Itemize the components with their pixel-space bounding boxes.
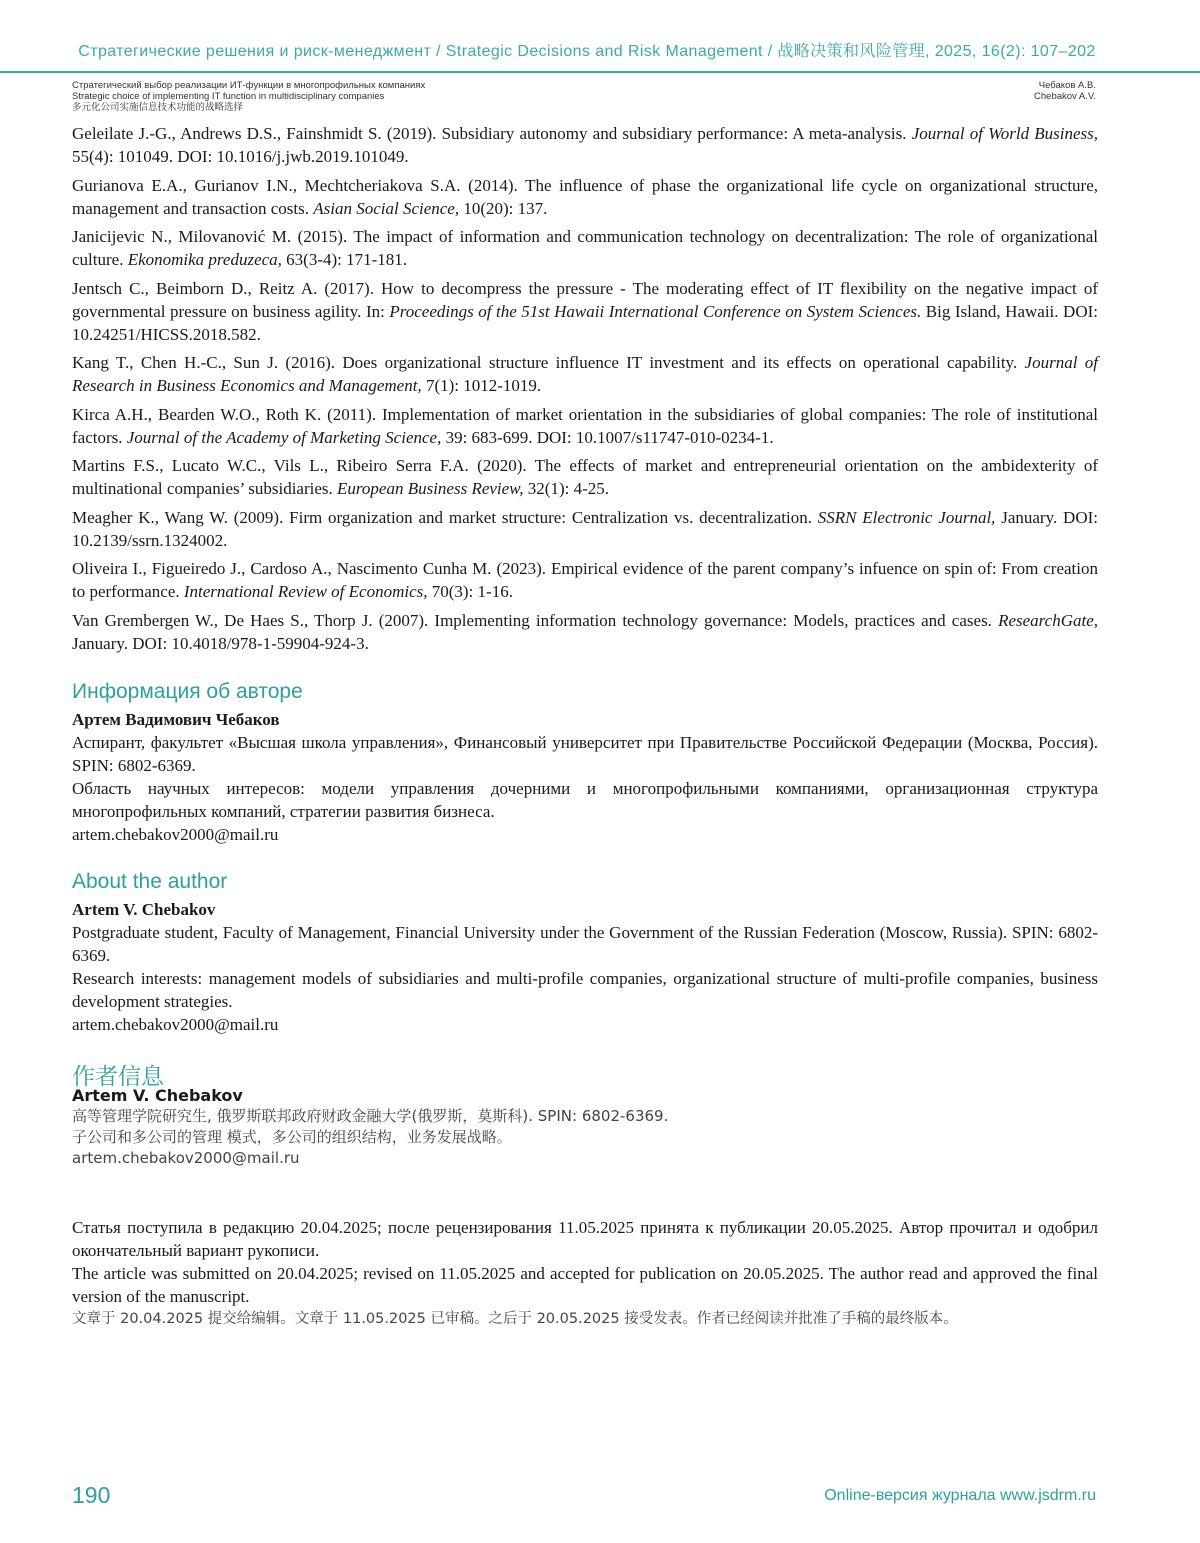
author-affiliation-ru: Аспирант, факультет «Высшая школа управления», Финансовый университет при Правительстве Российской Федерации (Москва, Россия). SPIN: 6802-6369. bbox=[72, 733, 1098, 775]
reference-item: Meagher K., Wang W. (2009). Firm organization and market structure: Centralization vs. decentralization. SSRN Electronic Journal, January. DOI: 10.2139/ssrn.1324002. bbox=[72, 507, 1098, 550]
author-affiliation-en: Postgraduate student, Faculty of Management, Financial University under the Government of the Russian Federation (Moscow, Russia). SPIN: 6802-6369. bbox=[72, 923, 1098, 965]
running-title-en: Strategic choice of implementing IT function in multidisciplinary companies bbox=[72, 91, 385, 102]
running-title-cn: 多元化公司实施信息技术功能的战略选择 bbox=[72, 102, 244, 113]
author-email-en[interactable]: artem.chebakov2000@mail.ru bbox=[72, 1015, 279, 1034]
author-info-cn bbox=[72, 1085, 1098, 1169]
reference-item: Janicijevic N., Milovanović M. (2015). The impact of information and communication technology on decentralization: The role of organizational culture. Ekonomika preduzeca, 63(3-4): 171-181. bbox=[72, 227, 1098, 269]
author-info-heading-en: About the author bbox=[72, 870, 228, 893]
author-interests-ru: Область научных интересов: модели управления дочерними и многопрофильными компаниями, организационная структура многопрофильных компаний, стратегии развития бизнеса. bbox=[72, 779, 1098, 821]
header-rule bbox=[0, 71, 1200, 73]
reference-item: Oliveira I., Figueiredo J., Cardoso A., Nascimento Cunha M. (2023). Empirical evidence of the parent company’s infuence on spin of: From creation to performance. International Review of Economics, 70(3): 1-16. bbox=[72, 559, 1098, 601]
reference-item: Geleilate J.-G., Andrews D.S., Fainshmidt S. (2019). Subsidiary autonomy and subsidiary performance: A meta-analysis. Journal of World Business, 55(4): 101049. DOI: 10.1016/j.jwb.2019.101049. bbox=[72, 124, 1099, 166]
author-interests-cn: 子公司和多公司的管理 模式，多公司的组织结构，业务发展战略。 bbox=[72, 1128, 512, 1146]
page-number: 190 bbox=[72, 1482, 111, 1508]
article-dates-cn: 文章于 20.04.2025 提交给编辑。文章于 11.05.2025 已审稿。之后于 20.05.2025 接受发表。作者已经阅读并批准了手稿的最终版本。 bbox=[72, 1311, 958, 1327]
author-name-cn: Artem V. Chebakov bbox=[72, 1086, 243, 1105]
article-dates-en: The article was submitted on 20.04.2025; revised on 11.05.2025 and accepted for publication on 20.05.2025. The author read and approved the final version of the manuscript. bbox=[72, 1264, 1098, 1306]
author-name-en: Artem V. Chebakov bbox=[72, 900, 216, 919]
article-dates-ru: Статья поступила в редакцию 20.04.2025; после рецензирования 11.05.2025 принята к публикации 20.05.2025. Автор прочитал и одобрил окончательный вариант рукописи. bbox=[72, 1218, 1098, 1260]
journal-header: Стратегические решения и риск-менеджмент / Strategic Decisions and Risk Management / 战略决策和风险管理, 2025, 16(2): 107–202 bbox=[78, 43, 1096, 60]
author-name-ru: Артем Вадимович Чебаков bbox=[72, 710, 280, 729]
running-title-ru: Стратегический выбор реализации ИТ-функции в многопрофильных компаниях bbox=[72, 80, 426, 91]
author-info-heading-ru: Информация об авторе bbox=[72, 680, 303, 703]
author-info-heading-cn: 作者信息 bbox=[72, 1064, 164, 1090]
author-info-en bbox=[72, 898, 1098, 1036]
running-author-ru: Чебаков А.В. bbox=[1038, 80, 1096, 91]
author-email-cn[interactable]: artem.chebakov2000@mail.ru bbox=[72, 1149, 300, 1167]
running-head-author bbox=[1034, 80, 1096, 102]
reference-list bbox=[72, 122, 1098, 660]
reference-item: Kirca A.H., Bearden W.O., Roth K. (2011). Implementation of market orientation in the subsidiaries of global companies: The role of institutional factors. Journal of the Academy of Marketing Science, 39: 683-699. DOI: 10.1007/s11747-010-0234-1. bbox=[72, 404, 1098, 447]
author-interests-en: Research interests: management models of subsidiaries and multi-profile companies, organizational structure of multi-profile companies, business development strategies. bbox=[72, 969, 1098, 1011]
reference-item: Kang T., Chen H.-C., Sun J. (2016). Does organizational structure influence IT investment and its effects on operational capability. Journal of Research in Business Economics and Management, 7(1): 1012-1019. bbox=[72, 353, 1098, 395]
reference-item: Gurianova E.A., Gurianov I.N., Mechtcheriakova S.A. (2014). The influence of phase the organizational life cycle on organizational structure, management and transaction costs. Asian Social Science, 10(20): 137. bbox=[72, 175, 1098, 218]
running-head-title bbox=[72, 80, 632, 113]
reference-item: Van Grembergen W., De Haes S., Thorp J. (2007). Implementing information technology governance: Models, practices and cases. ResearchGate, January. DOI: 10.4018/978-1-59904-924-3. bbox=[72, 610, 1098, 653]
running-author-en: Chebakov A.V. bbox=[1034, 91, 1096, 102]
article-dates bbox=[72, 1216, 1098, 1331]
author-email-ru[interactable]: artem.chebakov2000@mail.ru bbox=[72, 825, 279, 844]
reference-item: Jentsch C., Beimborn D., Reitz A. (2017). How to decompress the pressure - The moderating effect of IT flexibility on the negative impact of governmental pressure on business agility. In: Proceedings of the 51st Hawaii International Conference on System Sciences. Big Island, Hawaii. DOI: 10.24251/HICSS.2018.582. bbox=[72, 278, 1098, 344]
reference-item: Martins F.S., Lucato W.C., Vils L., Ribeiro Serra F.A. (2020). The effects of market and entrepreneurial orientation on the ambidexterity of multinational companies’ subsidiaries. European Business Review, 32(1): 4-25. bbox=[72, 456, 1098, 498]
author-info-ru bbox=[72, 708, 1098, 846]
author-affiliation-cn: 高等管理学院研究生, 俄罗斯联邦政府财政金融大学(俄罗斯，莫斯科). SPIN: 6802-6369. bbox=[72, 1107, 669, 1125]
footer-online-link[interactable]: Online-версия журнала www.jsdrm.ru bbox=[824, 1487, 1096, 1504]
